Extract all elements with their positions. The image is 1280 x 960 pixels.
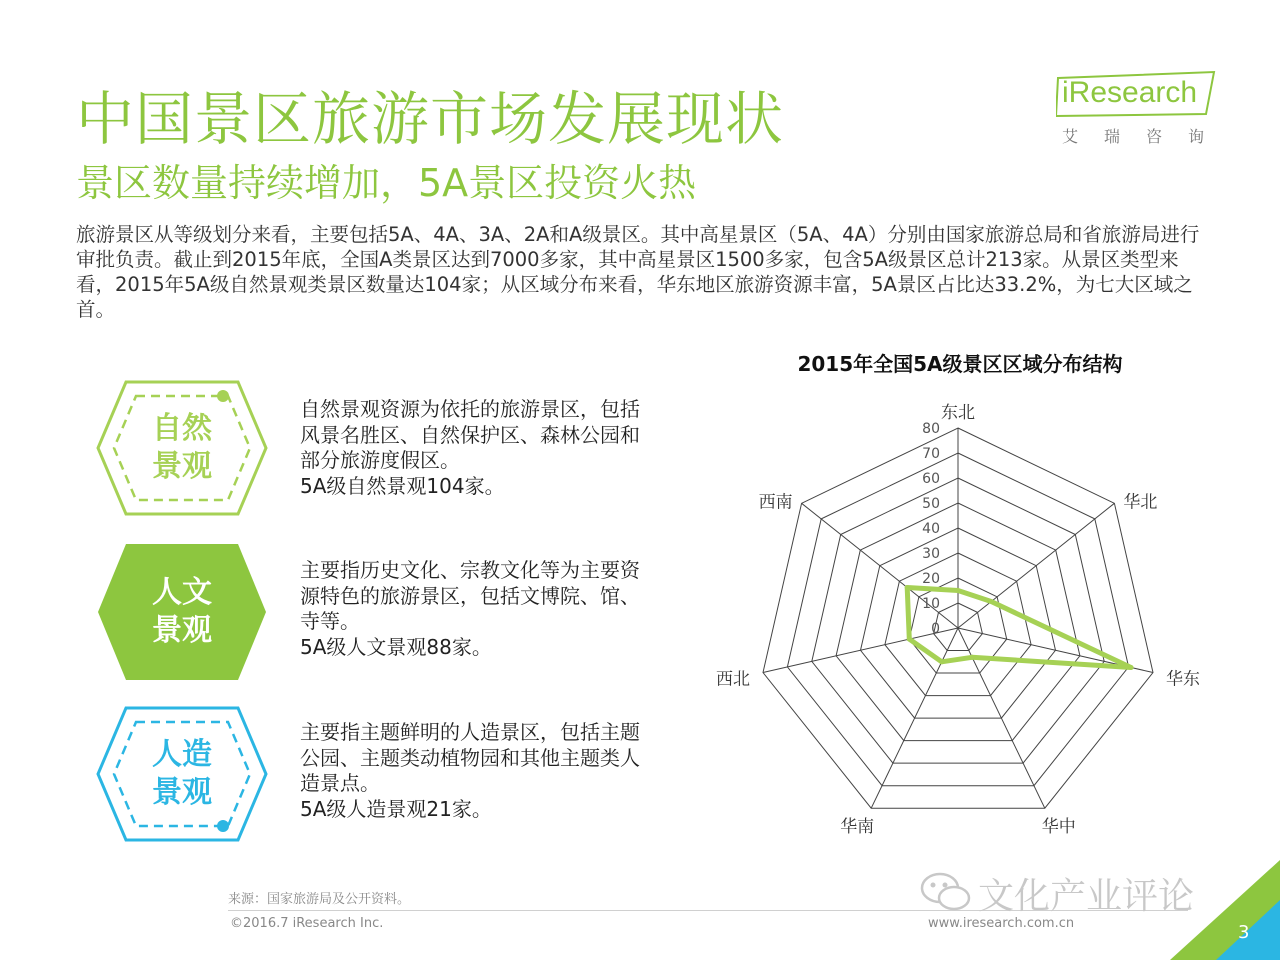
- website-url: www.iresearch.com.cn: [928, 916, 1075, 931]
- natural-landscape-text: [300, 397, 650, 499]
- category-count: 5A级人文景观88家。: [300, 634, 492, 659]
- radar-tick-label: 30: [922, 546, 940, 562]
- radar-category-label: 东北: [941, 403, 975, 423]
- corner-decoration-icon: [1160, 860, 1280, 960]
- radar-tick-label: 50: [922, 496, 940, 512]
- radar-data-point: [956, 588, 961, 593]
- radar-tick-label: 10: [922, 596, 940, 612]
- category-count: 5A级自然景观104家。: [300, 473, 505, 498]
- radar-series-line: [907, 588, 1131, 668]
- radar-category-label: 华东: [1166, 669, 1200, 690]
- natural-landscape-hexagon: [96, 378, 268, 518]
- radar-spoke: [958, 503, 1114, 628]
- radar-tick-label: 80: [922, 421, 940, 437]
- hexagon-label: 自然 景观: [152, 411, 212, 484]
- wechat-icon: [918, 870, 974, 914]
- radar-data-point: [939, 659, 944, 664]
- radar-chart: [680, 380, 1220, 850]
- logo-chinese: 艾瑞咨询: [1062, 127, 1231, 146]
- manmade-landscape-text: [300, 720, 650, 822]
- category-description: 主要指历史文化、宗教文化等为主要资源特色的旅游景区，包括文博院、馆、寺等。: [300, 558, 640, 633]
- category-description: 主要指主题鲜明的人造景区，包括主题公园、主题类动植物园和其他主题类人造景点。: [300, 720, 640, 795]
- iresearch-logo: [1056, 70, 1231, 152]
- watermark-text: 文化产业评论: [978, 876, 1195, 917]
- radar-tick-label: 70: [922, 446, 940, 462]
- radar-category-label: 西北: [716, 669, 750, 690]
- page-number: 3: [1238, 922, 1250, 943]
- radar-category-label: 华南: [840, 817, 875, 838]
- chart-title: 2015年全国5A级景区区域分布结构: [797, 352, 1123, 376]
- radar-data-point: [905, 585, 910, 590]
- source-note: 来源：国家旅游局及公开资料。: [228, 892, 411, 907]
- page-subtitle: 景区数量持续增加，5A景区投资火热: [76, 161, 697, 205]
- category-count: 5A级人造景观21家。: [300, 796, 492, 821]
- copyright: ©2016.7 iResearch Inc.: [230, 916, 384, 931]
- radar-category-label: 华北: [1123, 492, 1158, 513]
- hexagon-label: 人文 景观: [152, 575, 212, 648]
- radar-tick-label: 20: [922, 571, 940, 587]
- radar-data-point: [907, 637, 912, 642]
- page-title: 中国景区旅游市场发展现状: [76, 85, 785, 153]
- radar-category-label: 华中: [1041, 817, 1076, 838]
- radar-data-point: [1129, 665, 1134, 670]
- category-description: 自然景观资源为依托的旅游景区，包括风景名胜区、自然保护区、森林公园和部分旅游度假区。: [300, 397, 640, 472]
- radar-category-label: 西南: [758, 492, 793, 513]
- logo-wordmark: iResearch: [1062, 76, 1198, 109]
- radar-tick-label: 40: [922, 521, 940, 537]
- radar-tick-label: 0: [931, 621, 940, 637]
- radar-tick-label: 60: [922, 471, 940, 487]
- radar-data-point: [989, 599, 994, 604]
- manmade-landscape-hexagon: [96, 704, 268, 844]
- radar-data-point: [970, 655, 975, 660]
- cultural-landscape-text: [300, 558, 650, 660]
- cultural-landscape-hexagon: [96, 542, 268, 682]
- intro-paragraph: 旅游景区从等级划分来看，主要包括5A、4A、3A、2A和A级景区。其中高星景区（5A、4A）分别由国家旅游总局和省旅游局进行审批负责。截止到2015年底，全国A类景区达到7000多家，其中高星景区1500多家，包含5A级景区总计213家。从景区类型来看，2015年5A级自然景观类景区数量达104家；从区域分布来看，华东地区旅游资源丰富，5A景区占比达33.2%，为七大区域之首。: [76, 223, 1200, 321]
- hexagon-label: 人造 景观: [152, 737, 212, 810]
